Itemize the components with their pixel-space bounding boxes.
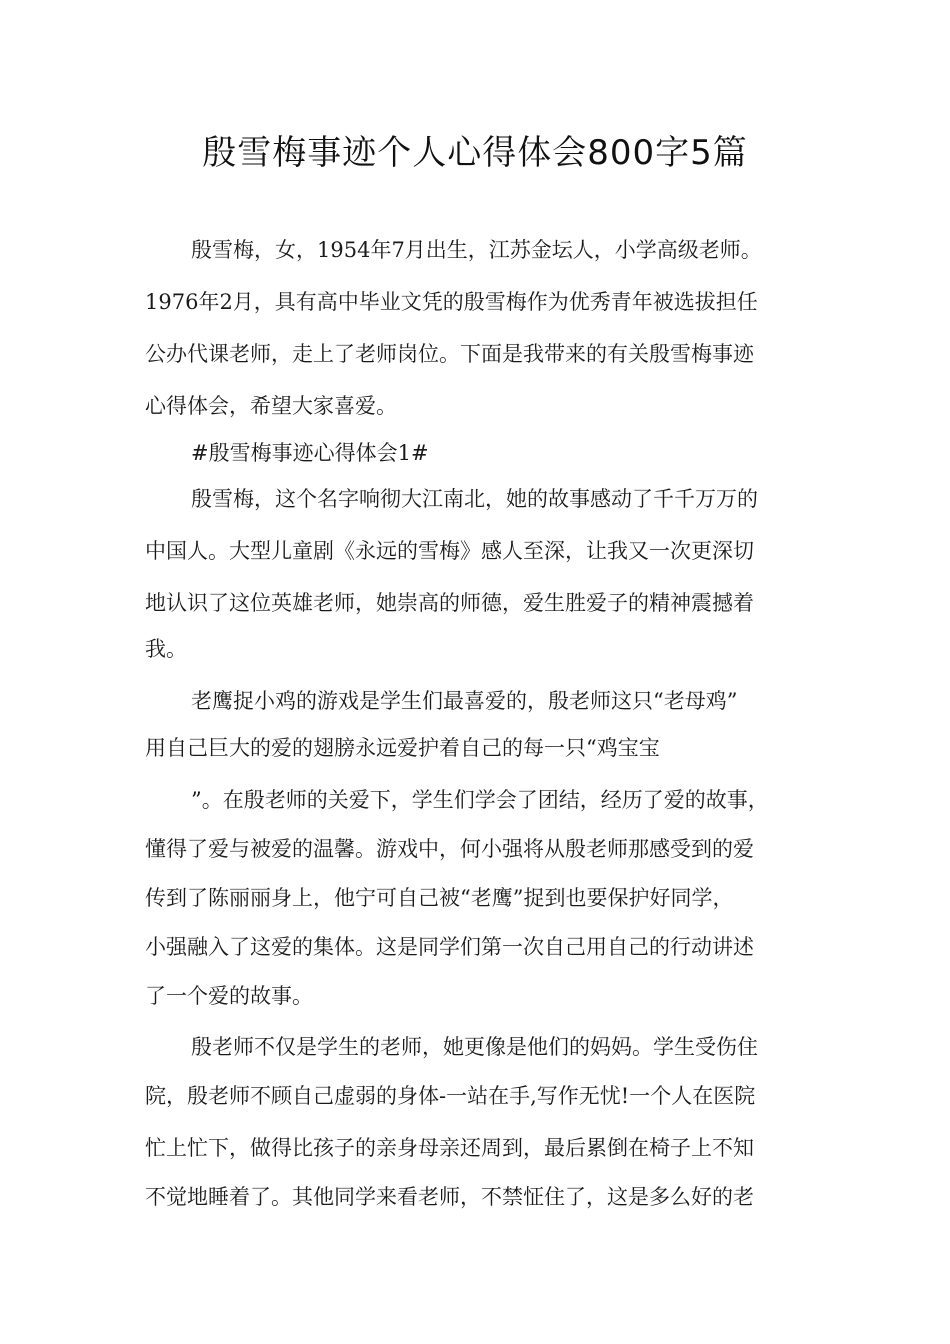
paragraph-line: 用自己巨大的爱的翅膀永远爱护着自己的每一只“鸡宝宝 (145, 736, 660, 760)
paragraph-line: 公办代课老师，走上了老师岗位。下面是我带来的有关殷雪梅事迹 (145, 342, 754, 366)
paragraph-line: 1976年2月，具有高中毕业文凭的殷雪梅作为优秀青年被选拔担任 (145, 290, 758, 314)
paragraph-line: 殷老师不仅是学生的老师，她更像是他们的妈妈。学生受伤住 (191, 1035, 758, 1059)
document-title: 殷雪梅事迹个人心得体会800字5篇 (202, 133, 748, 173)
paragraph-line: 不觉地睡着了。其他同学来看老师，不禁怔住了，这是多么好的老 (145, 1185, 754, 1209)
paragraph-line: 忙上忙下，做得比孩子的亲身母亲还周到，最后累倒在椅子上不知 (145, 1136, 754, 1160)
paragraph-line: 传到了陈丽丽身上，他宁可自己被“老鹰”捉到也要保护好同学， (145, 886, 734, 910)
section-heading: #殷雪梅事迹心得体会1# (191, 441, 429, 465)
paragraph-line: 地认识了这位英雄老师，她崇高的师德，爱生胜爱子的精神震撼着 (145, 591, 754, 615)
paragraph-line: 我。 (145, 637, 187, 661)
paragraph-line: 小强融入了这爱的集体。这是同学们第一次自己用自己的行动讲述 (145, 935, 754, 959)
paragraph-line: 院，殷老师不顾自己虚弱的身体-一站在手,写作无忧!一个人在医院 (145, 1084, 756, 1108)
paragraph-line: 了一个爱的故事。 (145, 984, 313, 1008)
paragraph-line: 殷雪梅，女，1954年7月出生，江苏金坛人，小学高级老师。 (191, 238, 762, 262)
paragraph-line: 中国人。大型儿童剧《永远的雪梅》感人至深，让我又一次更深切 (145, 539, 754, 563)
paragraph-line: 殷雪梅，这个名字响彻大江南北，她的故事感动了千千万万的 (191, 487, 758, 511)
paragraph-line: 老鹰捉小鸡的游戏是学生们最喜爱的，殷老师这只“老母鸡” (191, 689, 738, 713)
paragraph-line: ”。在殷老师的关爱下，学生们学会了团结，经历了爱的故事， (191, 788, 769, 812)
paragraph-line: 心得体会，希望大家喜爱。 (145, 394, 397, 418)
paragraph-line: 懂得了爱与被爱的温馨。游戏中，何小强将从殷老师那感受到的爱 (145, 837, 754, 861)
